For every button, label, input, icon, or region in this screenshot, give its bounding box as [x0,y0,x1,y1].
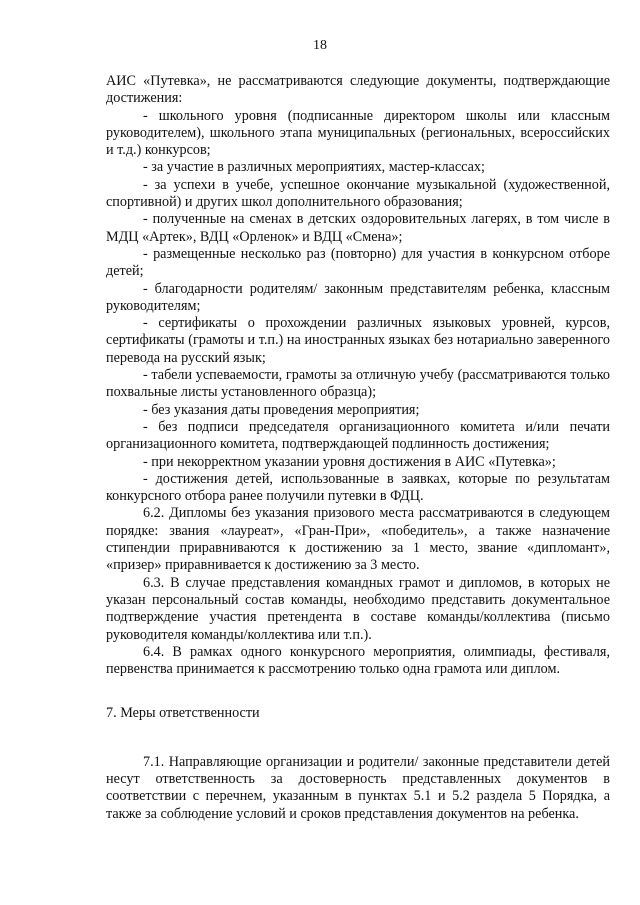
section-title: 7. Меры ответственности [106,705,260,722]
paragraph-ais-intro: АИС «Путевка», не рассматриваются следующие документы, подтверждающие достижения: [106,73,610,107]
list-item-thanks-letters: - благодарности родителям/ законным представителям ребенка, классным руководителям; [106,280,610,314]
clause-6-3: 6.3. В случае представления командных грамот и дипломов, в которых не указан персональный состав команды, необходимо представить документальное подтверждение участия претендента в составе команды/коллектива (письмо руководителя команды/коллектива или т.п.). [106,574,610,643]
list-item-study-success: - за успехи в учебе, успешное окончание музыкальной (художественной, спортивной) и других школ дополнительного образования; [106,176,610,211]
list-item-repeated: - размещенные несколько раз (повторно) для участия в конкурсном отборе детей; [106,245,610,280]
document-body [106,73,610,823]
list-item-incorrect-level: - при некорректном указании уровня достижения в АИС «Путевка»; [143,453,556,470]
list-item-language-certificates: - сертификаты о прохождении различных языковых уровней, курсов, сертификаты (грамоты и т.п.) на иностранных языках без нотариально заверенного перевода на русский язык; [106,315,610,366]
list-item-school-level: - школьного уровня (подписанные директором школы или классным руководителем), школьного этапа муниципальных (региональных, всероссийских и т.д.) конкурсов; [106,107,610,159]
clause-6-4: 6.4. В рамках одного конкурсного мероприятия, олимпиады, фестиваля, первенства принимается к рассмотрению только одна грамота или диплом. [106,643,610,678]
list-item-participation: - за участие в различных мероприятиях, мастер-классах; [143,159,485,176]
clause-6-2: 6.2. Дипломы без указания призового места рассматриваются в следующем порядке: звания «лауреат», «Гран-При», «победитель», а также назначение стипендии приравниваются к достижению за 1 место, звание «дипломант», «призер» приравнивается к достижению за 3 место. [106,505,610,574]
list-item-camp-shifts: - полученные на сменах в детских оздоровительных лагерях, в том числе в МДЦ «Артек», ВДЦ «Орленок» и ВДЦ «Смена»; [106,211,610,245]
list-item-report-cards: - табели успеваемости, грамоты за отличную учебу (рассматриваются только похвальные листы установленного образца); [106,367,610,401]
clause-7-1: 7.1. Направляющие организации и родители/ законные представители детей несут ответственность за достоверность представленных документов в соответствии с перечнем, указанным в пунктах 5.1 и 5.2 раздела 5 Порядка, а также за соблюдение условий и сроков представления документов на ребенка. [106,753,610,822]
page-number: 18 [313,38,327,53]
list-item-no-date: - без указания даты проведения мероприятия; [143,401,420,418]
list-item-no-signature: - без подписи председателя организационного комитета и/или печати организационного комитета, подтверждающей подлинность достижения; [106,418,610,453]
list-item-used-achievements: - достижения детей, использованные в заявках, которые по результатам конкурсного отбора ранее получили путевки в ФДЦ. [106,470,610,505]
